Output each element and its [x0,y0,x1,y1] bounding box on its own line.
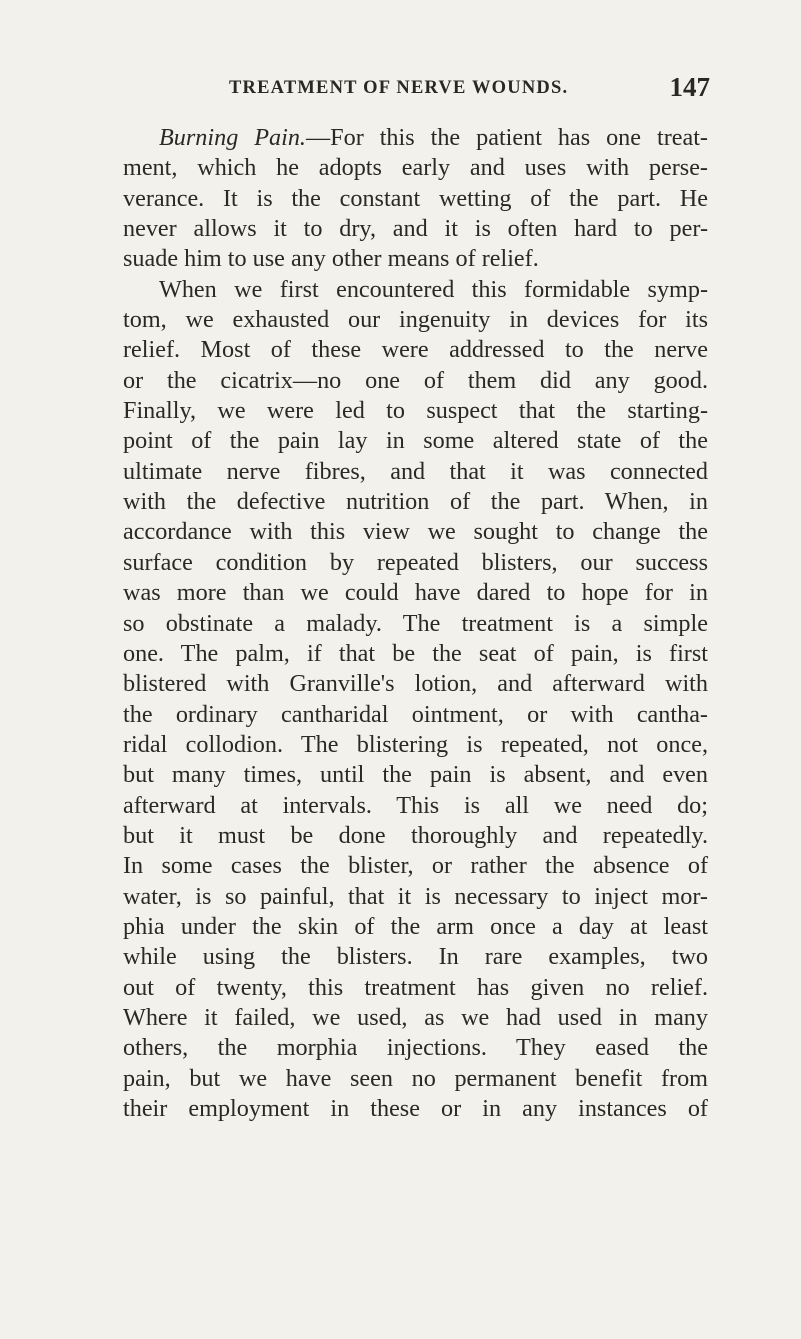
body-text [123,123,708,1124]
text-line: When we first encountered this formidable symp- [159,275,708,303]
text-line: with the defective nutrition of the part. When, in [123,488,708,516]
text-line: point of the pain lay in some altered state of the [123,427,708,455]
text-line: Finally, we were led to suspect that the starting- [123,397,708,425]
text-line-content: —For this the patient has one treat- [305,124,708,151]
text-line: while using the blisters. In rare examples, two [123,943,708,971]
text-line: accordance with this view we sought to change the [123,518,708,546]
text-line [123,123,708,153]
text-line: suade him to use any other means of relief. [123,245,539,273]
text-line: ment, which he adopts early and uses with perse- [123,154,708,182]
text-line: Where it failed, we used, as we had used in many [123,1003,708,1031]
text-line: ridal collodion. The blistering is repeated, not once, [123,730,708,758]
paragraph-burning-pain [123,123,708,275]
section-heading-italic: Burning Pain. [159,124,306,151]
text-line: surface condition by repeated blisters, our success [123,548,708,576]
running-head [200,72,710,106]
text-line: phia under the skin of the arm once a day at least [123,912,708,940]
text-line: one. The palm, if that be the seat of pain, is first [123,639,708,667]
text-line: ultimate nerve fibres, and that it was connected [123,457,708,485]
text-line: pain, but we have seen no permanent benefit from [123,1064,708,1092]
text-line: tom, we exhausted our ingenuity in devices for its [123,306,708,334]
running-title: TREATMENT OF NERVE WOUNDS. [229,78,569,98]
text-line: their employment in these or in any instances of [123,1095,708,1122]
text-line: the ordinary cantharidal ointment, or with cantha- [123,700,708,728]
paragraph-treatment [123,275,708,1125]
text-line: but many times, until the pain is absent, and even [123,761,708,789]
text-line: water, is so painful, that it is necessary to inject mor- [123,882,708,910]
text-line: or the cicatrix—no one of them did any good. [123,366,708,394]
text-line: never allows it to dry, and it is often hard to per- [123,215,708,243]
text-line: but it must be done thoroughly and repeatedly. [123,821,708,849]
page-number: 147 [669,72,710,102]
text-line: so obstinate a malady. The treatment is a simple [123,609,708,637]
text-line: relief. Most of these were addressed to the nerve [123,336,708,364]
text-line: others, the morphia injections. They eased the [123,1034,708,1062]
text-line: blistered with Granville's lotion, and afterward with [123,670,708,698]
text-line: In some cases the blister, or rather the absence of [123,852,708,880]
text-line: was more than we could have dared to hope for in [123,579,708,607]
text-line: afterward at intervals. This is all we need do; [123,791,708,819]
text-line: verance. It is the constant wetting of the part. He [123,184,708,212]
text-line: out of twenty, this treatment has given no relief. [123,973,708,1001]
